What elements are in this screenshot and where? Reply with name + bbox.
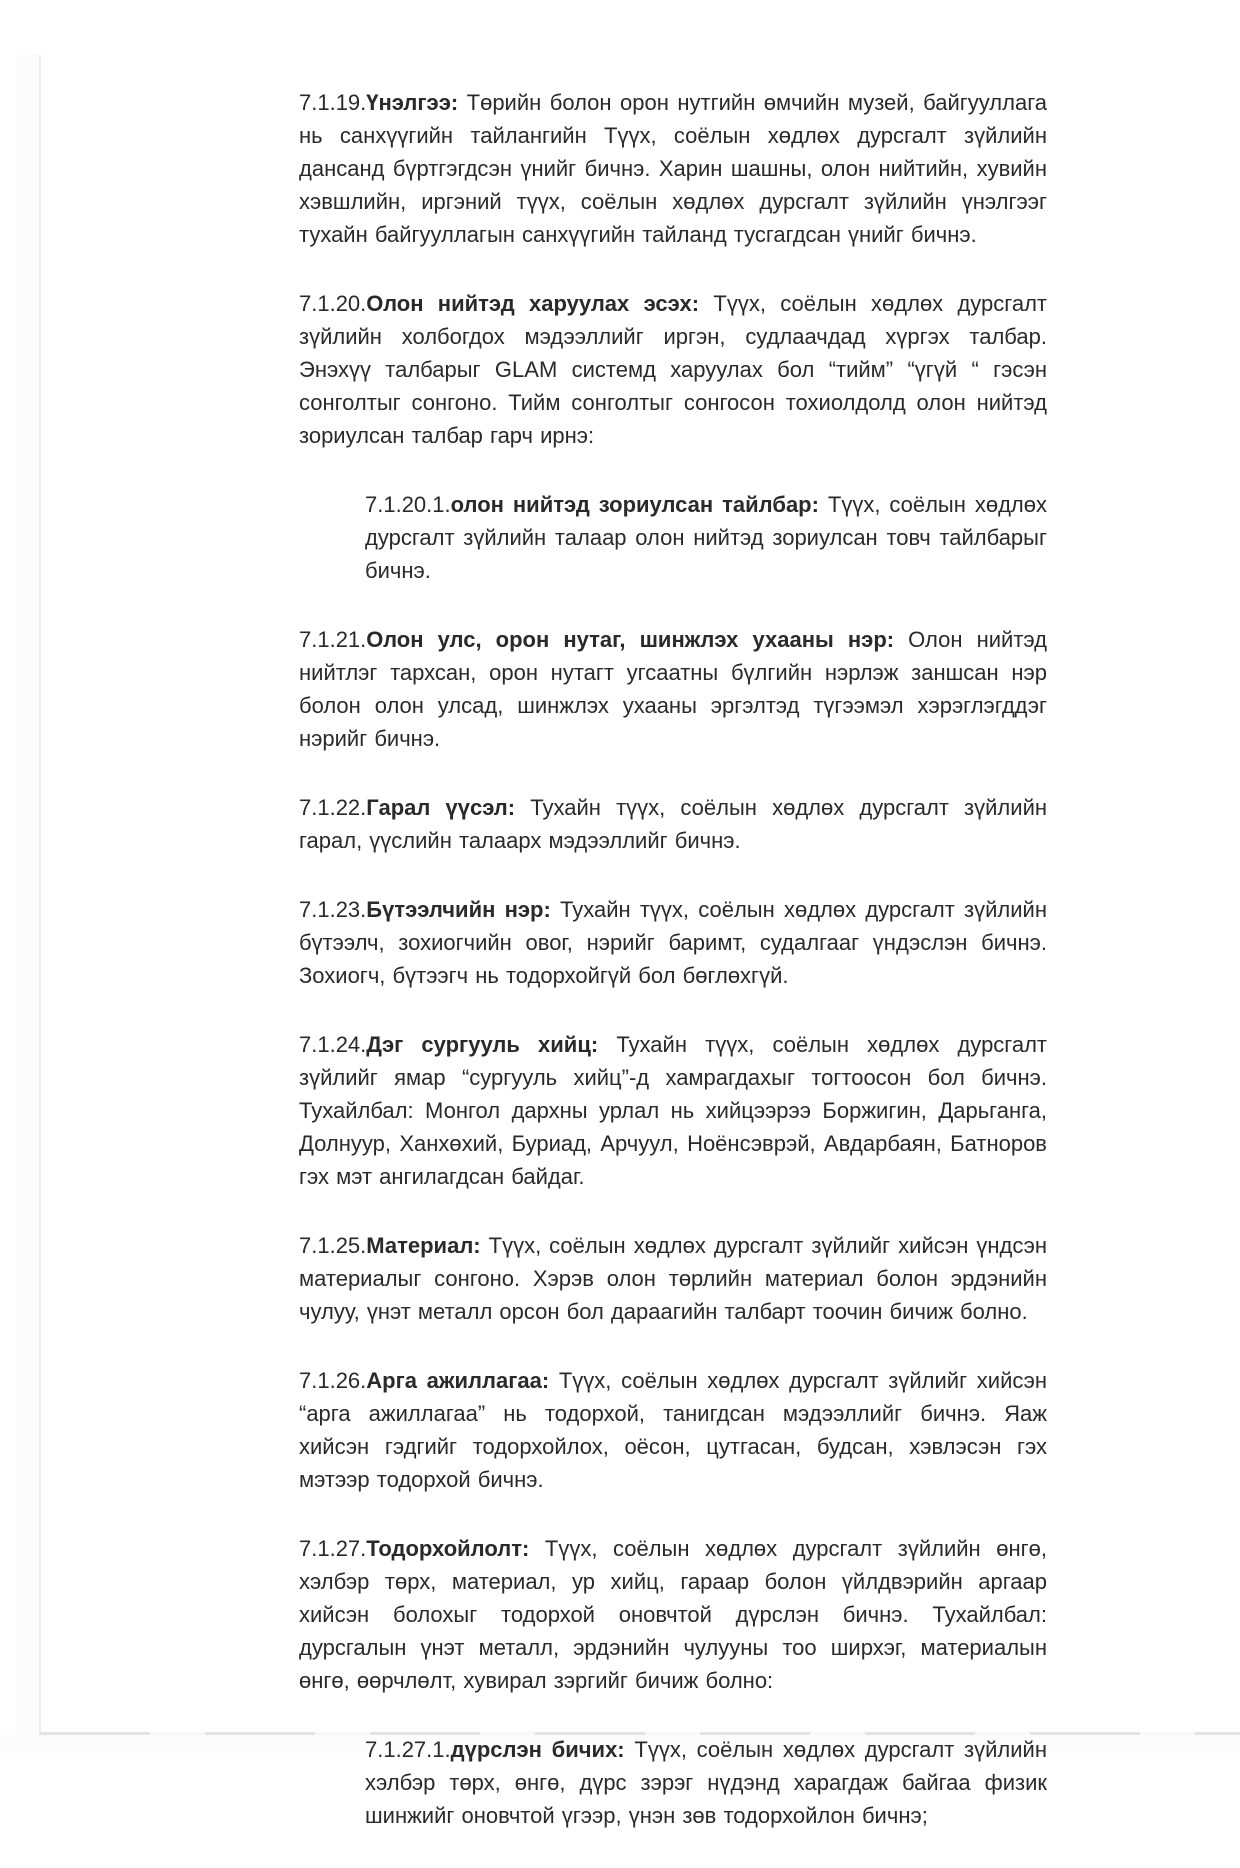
clause-title: Арга ажиллагаа: xyxy=(366,1368,550,1393)
clause-number: 7.1.20. xyxy=(299,291,367,316)
document-body xyxy=(299,86,1047,1868)
clause-number: 7.1.22. xyxy=(299,795,367,820)
clause-title: Материал: xyxy=(366,1233,481,1258)
clause-7-1-20-1 xyxy=(365,488,1047,587)
clause-text: Түүх, соёлын хөдлөх дурсгалт зүйлийн хэлбэр төрх, өнгө, дүрс зэрэг нүдэнд харагдаж байгаа физик шинжийг оновчтой үгээр, үнэн зөв тодорхойлон бичнэ; xyxy=(365,1737,1047,1828)
clause-number: 7.1.19. xyxy=(299,90,367,115)
clause-text: Түүх, соёлын хөдлөх дурсгалт зүйлийн талаар олон нийтэд зориулсан товч тайлбарыг бичнэ. xyxy=(365,492,1047,583)
clause-title: Гарал үүсэл: xyxy=(366,795,516,820)
clause-number: 7.1.21. xyxy=(299,627,367,652)
clause-title: олон нийтэд зориулсан тайлбар: xyxy=(450,492,819,517)
clause-number: 7.1.25. xyxy=(299,1233,367,1258)
clause-title: Бүтээлчийн нэр: xyxy=(366,897,551,922)
clause-text: Түүх, соёлын хөдлөх дурсгалт зүйлийн холбогдох мэдээллийг иргэн, судлаачдад хүргэх талбар. Энэхүү талбарыг GLAM системд харуулах бол “тийм” “үгүй “ гэсэн сонголтыг сонгоно. Тийм сонголтыг сонгосон тохиолдолд олон нийтэд зориулсан талбар гарч ирнэ: xyxy=(299,291,1047,448)
clause-7-1-27-1 xyxy=(365,1733,1047,1832)
clause-7-1-24 xyxy=(299,1028,1047,1193)
clause-number: 7.1.27.1. xyxy=(365,1737,451,1762)
clause-text: Түүх, соёлын хөдлөх дурсгалт зүйлийн өнгө, хэлбэр төрх, материал, ур хийц, гараар болон үйлдвэрийн аргаар хийсэн болохыг тодорхой оновчтой дүрслэн бичнэ. Тухайлбал: дурсгалын үнэт металл, эрдэнийн чулууны тоо ширхэг, материалын өнгө, өөрчлөлт, хувирал зэргийг бичиж болно: xyxy=(299,1536,1047,1693)
clause-7-1-19 xyxy=(299,86,1047,251)
clause-7-1-22 xyxy=(299,791,1047,857)
clause-7-1-20 xyxy=(299,287,1047,452)
clause-7-1-27 xyxy=(299,1532,1047,1697)
clause-text: Түүх, соёлын хөдлөх дурсгалт зүйлийг хийсэн үндсэн материалыг сонгоно. Хэрэв олон төрлийн материал болон эрдэнийн чулуу, үнэт металл орсон бол дараагийн талбарт тоочин бичиж болно. xyxy=(299,1233,1047,1324)
clause-title: Үнэлгээ: xyxy=(366,90,459,115)
clause-7-1-23 xyxy=(299,893,1047,992)
clause-text: Түүх, соёлын хөдлөх дурсгалт зүйлийг хийсэн “арга ажиллагаа” нь тодорхой, танигдсан мэдээллийг бичнэ. Яаж хийсэн гэдгийг тодорхойлох, оёсон, цутгасан, будсан, хэвлэсэн гэх мэтээр тодорхой бичнэ. xyxy=(299,1368,1047,1492)
clause-text: Олон нийтэд нийтлэг тархсан, орон нутагт угсаатны бүлгийн нэрлэж заншсан нэр болон олон улсад, шинжлэх ухааны эргэлтэд түгээмэл хэрэглэгддэг нэрийг бичнэ. xyxy=(299,627,1047,751)
scan-edge-left xyxy=(16,55,41,1735)
clause-title: Олон улс, орон нутаг, шинжлэх ухааны нэр: xyxy=(366,627,895,652)
clause-title: дүрслэн бичих: xyxy=(450,1737,625,1762)
clause-number: 7.1.20.1. xyxy=(365,492,451,517)
clause-number: 7.1.24. xyxy=(299,1032,367,1057)
clause-title: Тодорхойлолт: xyxy=(366,1536,530,1561)
clause-title: Дэг сургууль хийц: xyxy=(366,1032,599,1057)
clause-7-1-25 xyxy=(299,1229,1047,1328)
clause-text: Төрийн болон орон нутгийн өмчийн музей, байгууллага нь санхүүгийн тайлангийн Түүх, соёлын хөдлөх дурсгалт зүйлийн дансанд бүртгэгдсэн үнийг бичнэ. Харин шашны, олон нийтийн, хувийн хэвшлийн, иргэний түүх, соёлын хөдлөх дурсгалт зүйлийн үнэлгээг тухайн байгууллагын санхүүгийн тайланд тусгагдсан үнийг бичнэ. xyxy=(299,90,1047,247)
clause-text: Тухайн түүх, соёлын хөдлөх дурсгалт зүйлийг ямар “сургууль хийц”-д хамрагдахыг тогтоосон бол бичнэ. Тухайлбал: Монгол дархны урлал нь хийцээрээ Боржигин, Дарьганга, Долнуур, Ханхөхий, Буриад, Арчуул, Ноёнсэврэй, Авдарбаян, Батноров гэх мэт ангилагдсан байдаг. xyxy=(299,1032,1047,1189)
clause-number: 7.1.23. xyxy=(299,897,367,922)
clause-number: 7.1.27. xyxy=(299,1536,367,1561)
clause-7-1-21 xyxy=(299,623,1047,755)
clause-number: 7.1.26. xyxy=(299,1368,367,1393)
clause-text: Тухайн түүх, соёлын хөдлөх дурсгалт зүйлийн гарал, үүслийн талаарх мэдээллийг бичнэ. xyxy=(299,795,1048,853)
clause-title: Олон нийтэд харуулах эсэх: xyxy=(366,291,700,316)
clause-text: Тухайн түүх, соёлын хөдлөх дурсгалт зүйлийн бүтээлч, зохиогчийн овог, нэрийг баримт, судалгааг үндэслэн бичнэ. Зохиогч, бүтээгч нь тодорхойгүй бол бөглөхгүй. xyxy=(299,897,1047,988)
clause-7-1-26 xyxy=(299,1364,1047,1496)
